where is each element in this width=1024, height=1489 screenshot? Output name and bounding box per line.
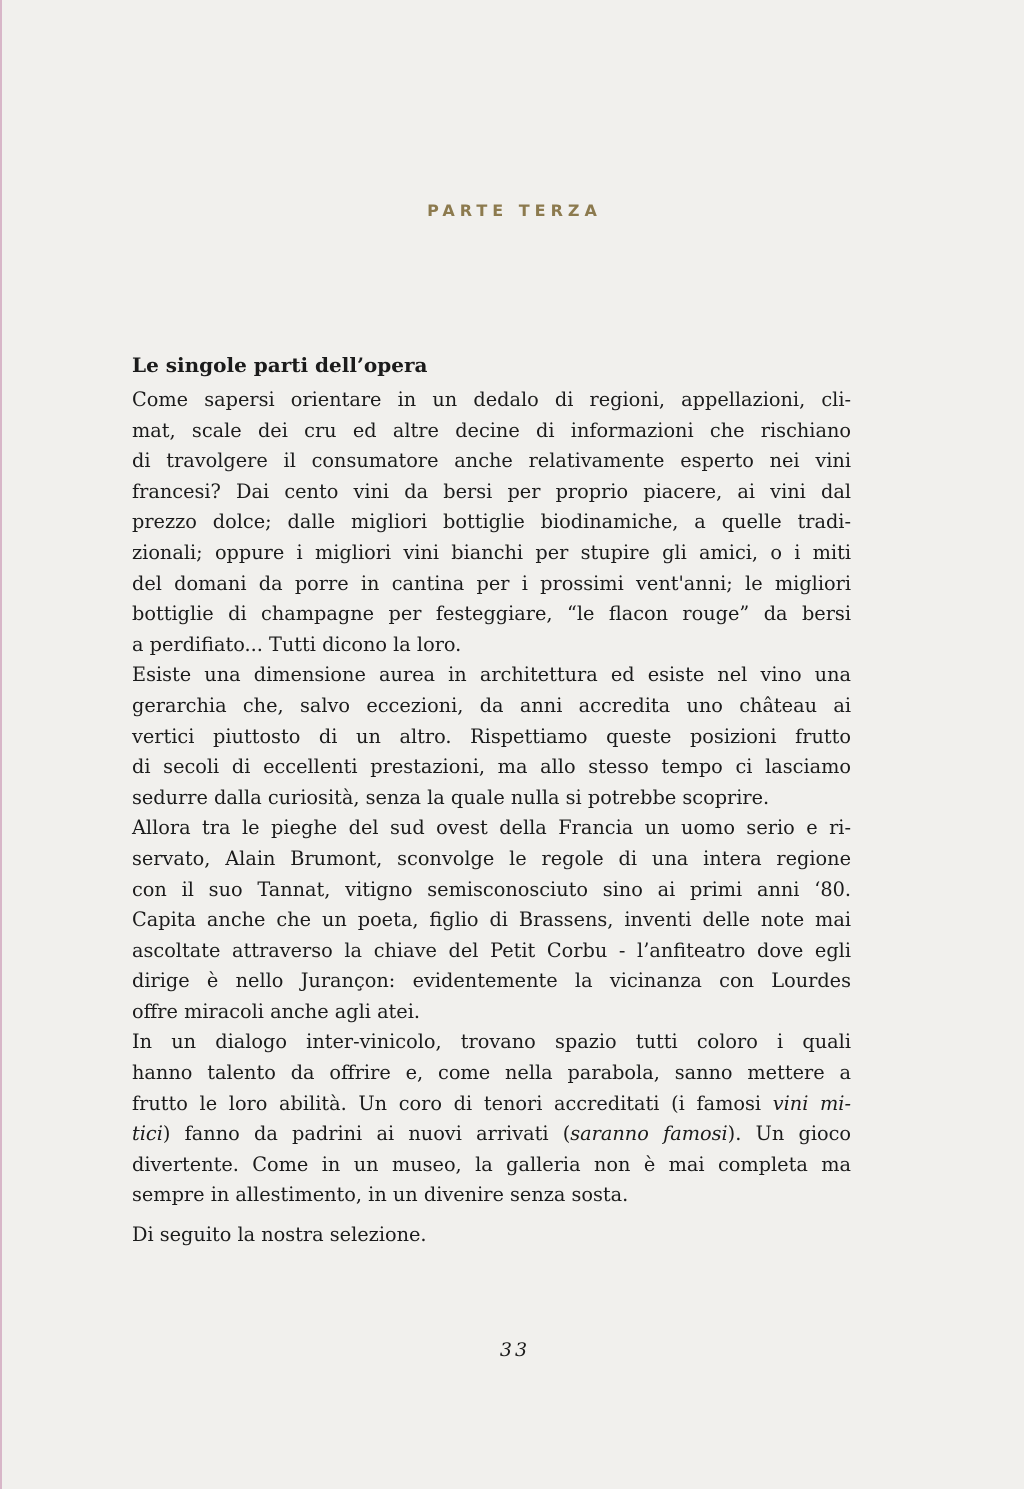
text-line — [132, 1119, 851, 1150]
text-line: mat, scale dei cru ed altre decine di informazioni che rischiano — [132, 418, 851, 442]
paragraph-4 — [132, 1027, 851, 1211]
part-heading: PARTE TERZA — [427, 201, 602, 220]
text-line: servato, Alain Brumont, sconvolge le regole di una intera regione — [132, 846, 851, 870]
text-line: zionali; oppure i migliori vini bianchi per stupire gli amici, o i miti — [132, 540, 851, 564]
text-line: Allora tra le pieghe del sud ovest della Francia un uomo serio e ri- — [132, 816, 851, 840]
text-line: sedurre dalla curiosità, senza la quale nulla si potrebbe scoprire. — [132, 785, 770, 809]
text-line: francesi? Dai cento vini da bersi per proprio piacere, ai vini dal — [132, 479, 851, 503]
text-line: bottiglie di champagne per festeggiare, “le flacon rouge” da bersi — [132, 602, 851, 626]
text-line: Esiste una dimensione aurea in architettura ed esiste nel vino una — [132, 663, 851, 687]
paragraph-3 — [132, 813, 851, 1027]
text-line — [132, 1089, 851, 1120]
text-run: ) fanno da padrini ai nuovi arrivati ( — [162, 1122, 571, 1146]
text-line: a perdifiato... Tutti dicono la loro. — [132, 632, 462, 656]
text-line: In un dialogo inter-vinicolo, trovano spazio tutti coloro i quali — [132, 1030, 851, 1054]
paragraph-2 — [132, 660, 851, 813]
text-line: hanno talento da offrire e, come nella parabola, sanno mettere a — [132, 1061, 851, 1085]
text-line: Come sapersi orientare in un dedalo di regioni, appellazioni, cli- — [132, 388, 851, 411]
text-line: di travolgere il consumatore anche relativamente esperto nei vini — [132, 449, 851, 473]
text-line: gerarchia che, salvo eccezioni, da anni accredita uno château ai — [132, 693, 851, 717]
text-line: Capita anche che un poeta, figlio di Brassens, inventi delle note mai — [132, 908, 851, 932]
text-line: vertici piuttosto di un altro. Rispettiamo queste posizioni frutto — [132, 724, 851, 748]
text-line: ascoltate attraverso la chiave del Petit Corbu - l’anfiteatro dove egli — [132, 938, 851, 962]
text-line: di secoli di eccellenti prestazioni, ma allo stesso tempo ci lasciamo — [132, 755, 851, 779]
text-line: sempre in allestimento, in un divenire senza sosta. — [132, 1183, 629, 1207]
paragraph-1 — [132, 385, 851, 660]
text-line: dirige è nello Jurançon: evidentemente la vicinanza con Lourdes — [132, 969, 851, 993]
text-line: divertente. Come in un museo, la galleria non è mai completa ma — [132, 1152, 851, 1176]
text-run: frutto le loro abilità. Un coro di tenori accreditati (i famosi — [132, 1091, 773, 1115]
italic-term: saranno famosi — [570, 1122, 728, 1146]
text-line: del domani da porre in cantina per i prossimi vent'anni; le migliori — [132, 571, 851, 595]
text-line: con il suo Tannat, vitigno semisconosciuto sino ai primi anni ‘80. — [132, 877, 851, 901]
text-line: prezzo dolce; dalle migliori bottiglie biodinamiche, a quelle tradi- — [132, 510, 851, 534]
text-run: ). Un gioco — [727, 1122, 852, 1146]
main-content — [132, 349, 851, 1251]
italic-term: vini mi- — [772, 1091, 851, 1115]
italic-term: tici — [132, 1122, 163, 1146]
page-number: 33 — [499, 1339, 531, 1361]
section-title: Le singole parti dell’opera — [132, 353, 428, 377]
closing-line: Di seguito la nostra selezione. — [132, 1223, 427, 1247]
text-line: offre miracoli anche agli atei. — [132, 999, 421, 1023]
page-edge — [0, 0, 2, 1489]
